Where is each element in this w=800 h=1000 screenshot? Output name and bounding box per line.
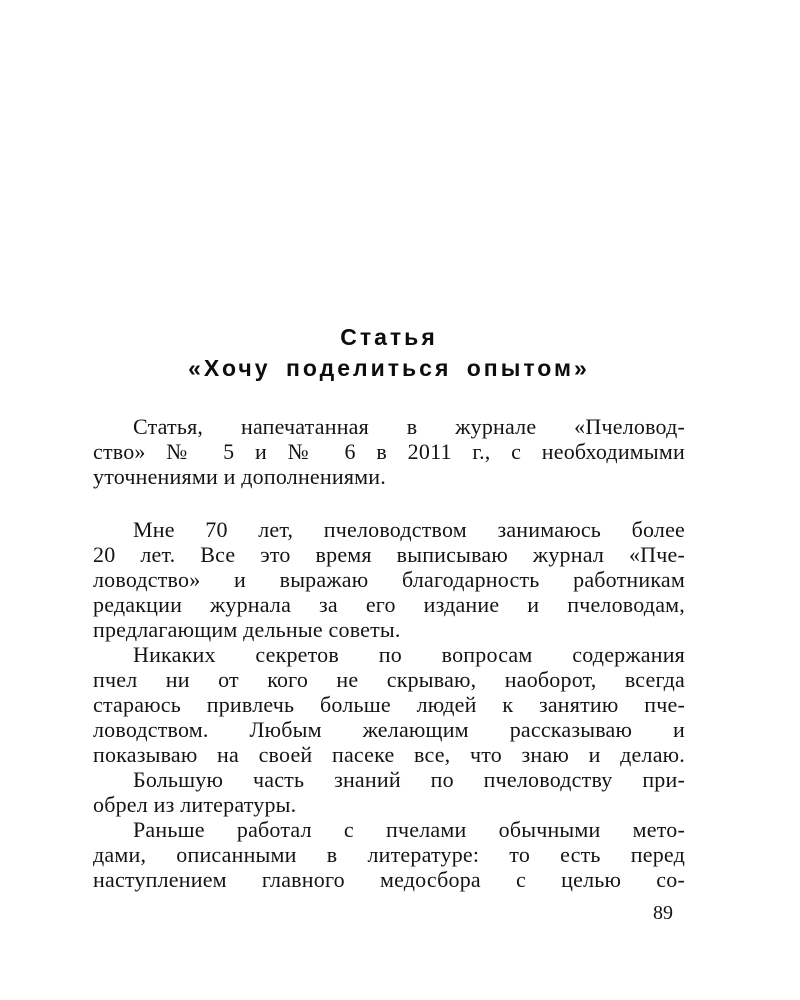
- text-line: 20 лет. Все это время выписываю журнал «Пче-: [93, 542, 685, 567]
- text-line: ловодством. Любым желающим рассказываю и: [93, 717, 685, 742]
- text-line: Раньше работал с пчелами обычными мето-: [133, 817, 685, 842]
- text-line: пчел ни от кого не скрываю, наоборот, всегда: [93, 667, 685, 692]
- text-line: уточнениями и дополнениями.: [93, 464, 386, 489]
- title-line-2: «Хочу поделиться опытом»: [188, 355, 590, 381]
- page-number: 89: [653, 902, 673, 924]
- text-line: ловодство» и выражаю благодарность работникам: [93, 567, 685, 592]
- text-line: ство» № 5 и № 6 в 2011 г., с необходимыми: [93, 439, 685, 464]
- paragraph-old-methods: [93, 817, 685, 892]
- article-title: [93, 322, 685, 384]
- text-line: наступлением главного медосбора с целью со-: [93, 867, 685, 892]
- text-line: дами, описанными в литературе: то есть перед: [93, 842, 685, 867]
- body-text: [93, 414, 685, 892]
- text-line: стараюсь привлечь больше людей к занятию пче-: [93, 692, 685, 717]
- title-line-1: Статья: [340, 324, 438, 350]
- text-line: обрел из литературы.: [93, 792, 297, 817]
- text-line: Статья, напечатанная в журнале «Пчеловод-: [133, 414, 685, 439]
- text-line: показываю на своей пасеке все, что знаю и делаю.: [93, 742, 685, 767]
- paragraph-about-author: [93, 517, 685, 642]
- paragraph-intro: [93, 414, 685, 489]
- text-line: Большую часть знаний по пчеловодству при-: [133, 767, 685, 792]
- text-line: предлагающим дельные советы.: [93, 617, 401, 642]
- text-line: Никаких секретов по вопросам содержания: [133, 642, 685, 667]
- text-line: редакции журнала за его издание и пчеловодам,: [93, 592, 685, 617]
- text-line: Мне 70 лет, пчеловодством занимаюсь более: [133, 517, 685, 542]
- paragraph-knowledge: [93, 767, 685, 817]
- page-content: [93, 322, 685, 892]
- paragraph-no-secrets: [93, 642, 685, 767]
